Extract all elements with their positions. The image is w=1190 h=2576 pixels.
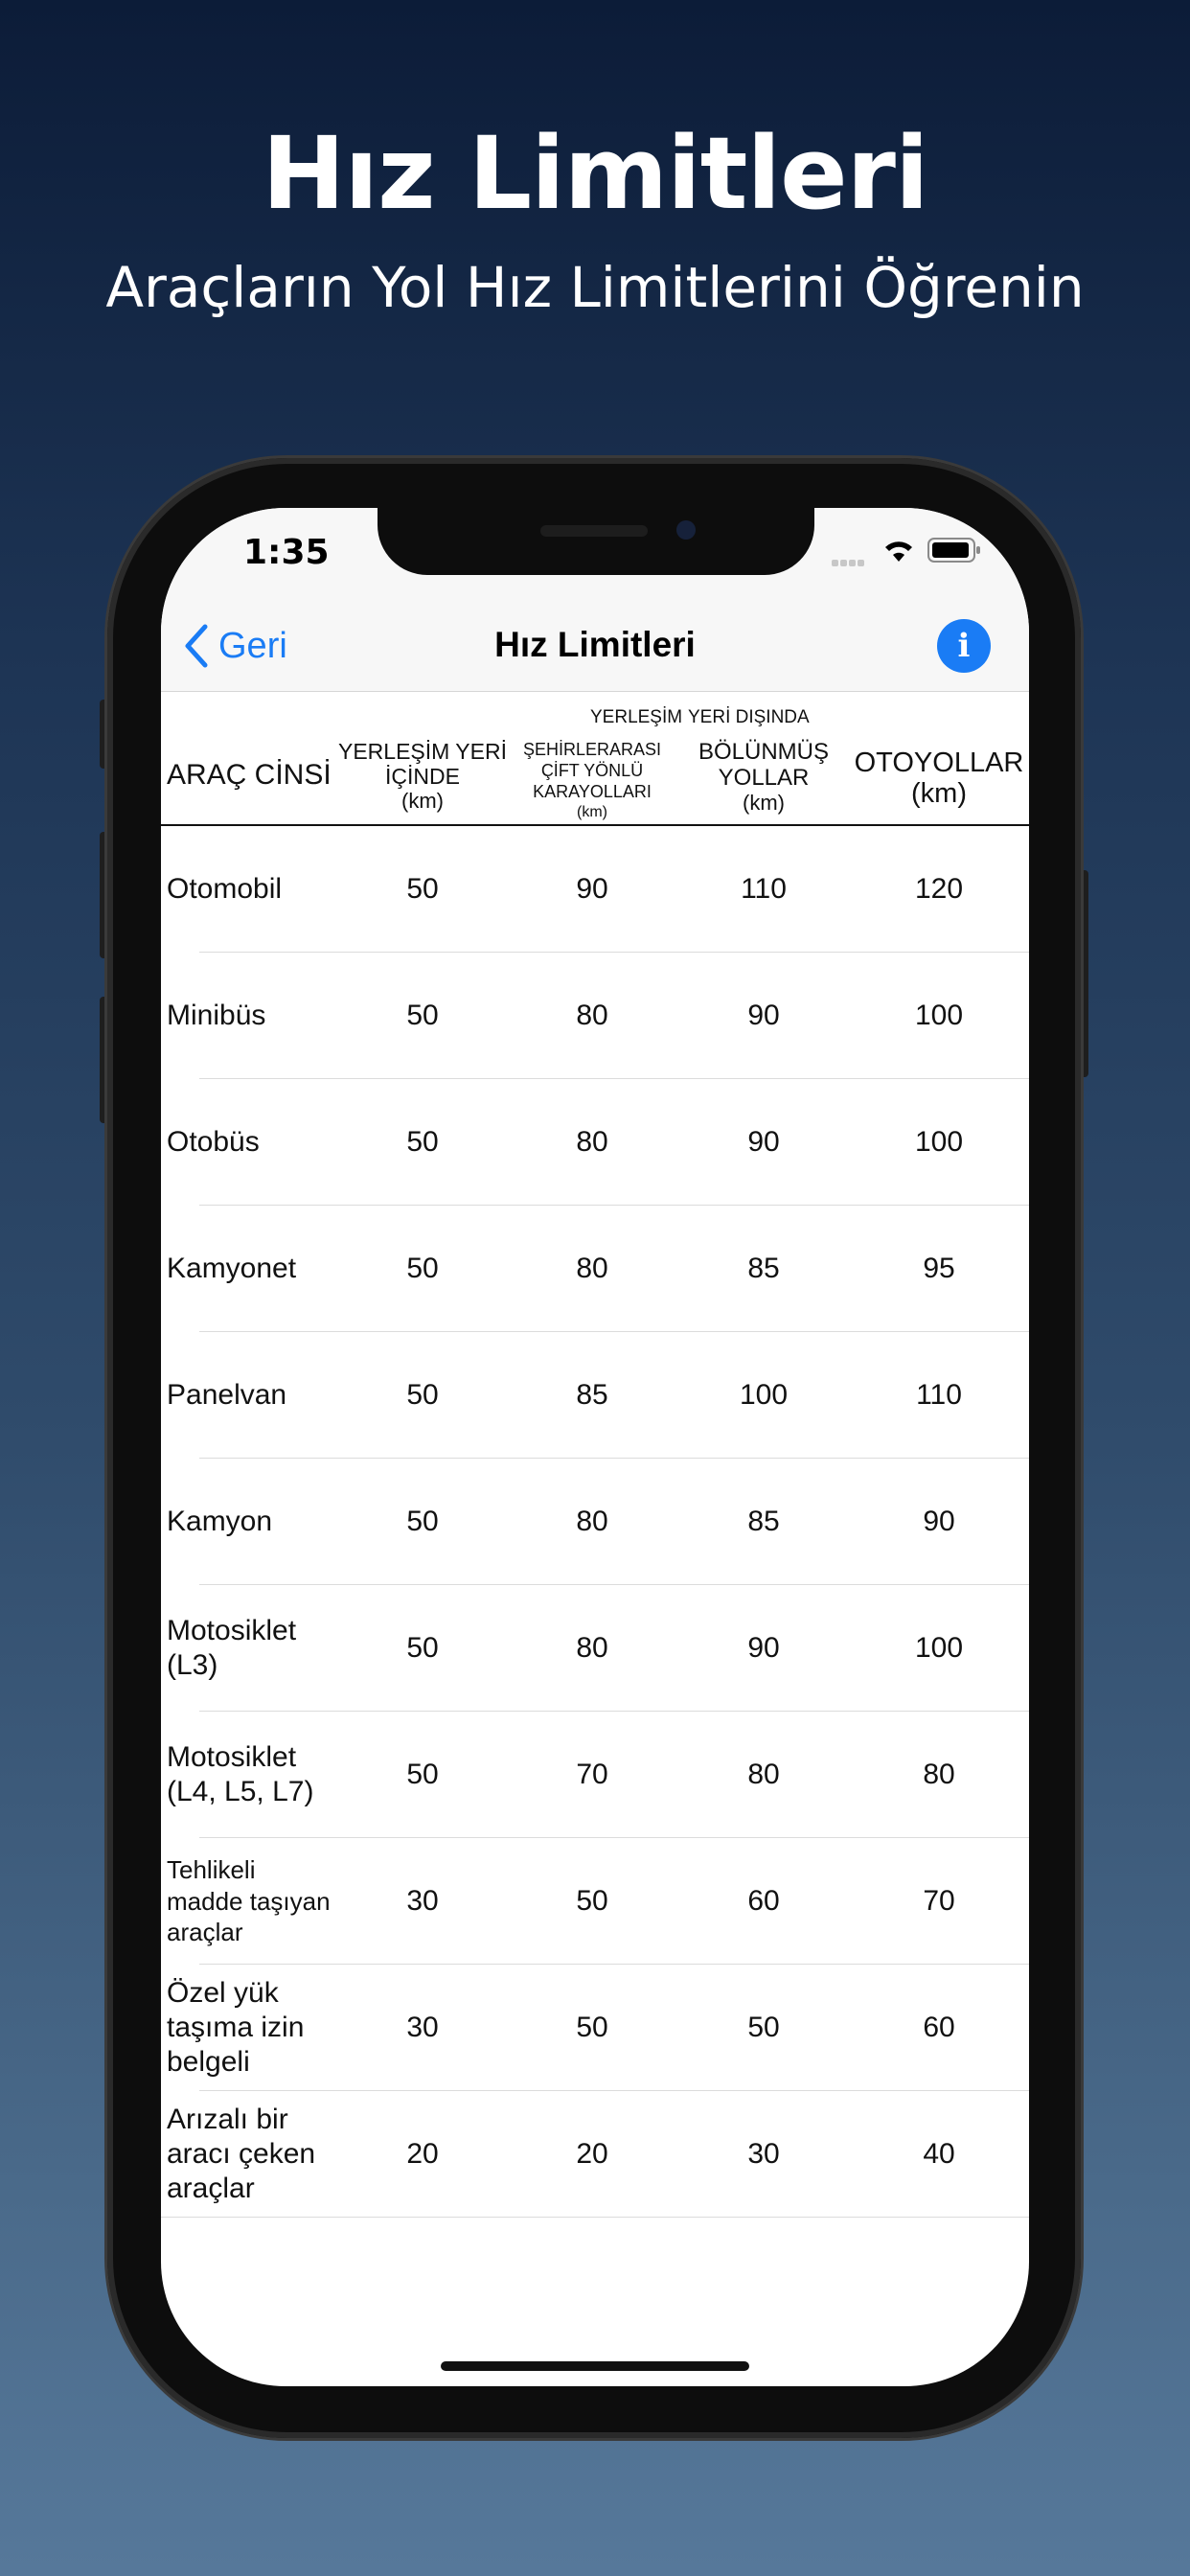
row-intercity-limit: 80 bbox=[576, 1506, 608, 1537]
row-motorway-limit: 40 bbox=[923, 2138, 955, 2170]
wifi-icon bbox=[881, 537, 916, 564]
header-motorways-label: OTOYOLLAR bbox=[854, 748, 1024, 778]
row-divided-road-limit: 60 bbox=[747, 1885, 780, 1917]
header-divided-roads-label: BÖLÜNMÜŞ YOLLAR bbox=[698, 739, 830, 791]
row-intercity-limit: 50 bbox=[576, 1885, 608, 1917]
row-intercity-limit: 20 bbox=[576, 2138, 608, 2170]
row-motorway-limit: 80 bbox=[923, 1759, 955, 1790]
table-row bbox=[161, 1965, 1029, 2091]
header-in-town-label: YERLEŞİM YERİ İÇİNDE bbox=[338, 739, 507, 789]
row-motorway-limit: 90 bbox=[923, 1506, 955, 1537]
header-intercity-two-way bbox=[515, 740, 669, 821]
row-in-town-limit: 50 bbox=[406, 1379, 439, 1411]
row-divided-road-limit: 90 bbox=[747, 1126, 780, 1158]
table-row bbox=[161, 1712, 1029, 1838]
row-vehicle-name: Kamyonet bbox=[167, 1253, 297, 1284]
header-intercity-two-way-label: ŞEHİRLERARASI ÇİFT YÖNLÜ KARAYOLLARI bbox=[522, 740, 662, 801]
speaker-grille bbox=[540, 525, 648, 537]
header-divided-roads-unit: (km) bbox=[743, 790, 785, 815]
header-motorways-unit: (km) bbox=[911, 778, 967, 810]
row-vehicle-name: Panelvan bbox=[167, 1379, 287, 1411]
home-indicator[interactable] bbox=[441, 2361, 749, 2371]
back-button-label: Geri bbox=[218, 625, 287, 666]
row-in-town-limit: 50 bbox=[406, 1253, 439, 1284]
row-vehicle-name: Arızalı bir aracı çeken araçlar bbox=[167, 2104, 316, 2204]
row-vehicle-name: Motosiklet (L4, L5, L7) bbox=[167, 1741, 314, 1807]
row-intercity-limit: 70 bbox=[576, 1759, 608, 1790]
row-intercity-limit: 80 bbox=[576, 1000, 608, 1031]
row-motorway-limit: 70 bbox=[923, 1885, 955, 1917]
row-intercity-limit: 80 bbox=[576, 1253, 608, 1284]
row-intercity-limit: 80 bbox=[576, 1632, 608, 1664]
row-vehicle-name: Minibüs bbox=[167, 1000, 266, 1031]
row-vehicle-name: Motosiklet (L3) bbox=[167, 1615, 297, 1681]
table-row bbox=[161, 1206, 1029, 1332]
row-divided-road-limit: 85 bbox=[747, 1506, 780, 1537]
row-divided-road-limit: 80 bbox=[747, 1759, 780, 1790]
row-motorway-limit: 100 bbox=[914, 1126, 964, 1158]
header-divided-roads bbox=[678, 740, 849, 815]
battery-icon bbox=[927, 537, 981, 564]
row-vehicle-name: Tehlikeli madde taşıyan araçlar bbox=[167, 1855, 331, 1947]
row-in-town-limit: 20 bbox=[406, 2138, 439, 2170]
row-divided-road-limit: 30 bbox=[747, 2138, 780, 2170]
header-motorways bbox=[853, 748, 1025, 810]
row-vehicle-name: Özel yük taşıma izin belgeli bbox=[167, 1977, 305, 2078]
row-in-town-limit: 50 bbox=[406, 1000, 439, 1031]
row-in-town-limit: 50 bbox=[406, 1632, 439, 1664]
row-in-town-limit: 30 bbox=[406, 1885, 439, 1917]
header-group-left: YERLEŞİM bbox=[590, 707, 683, 727]
speed-limit-table bbox=[161, 826, 1029, 2218]
row-vehicle-name: Kamyon bbox=[167, 1506, 273, 1537]
row-divided-road-limit: 100 bbox=[739, 1379, 789, 1411]
table-row bbox=[161, 1459, 1029, 1585]
header-group-right: YERİ DIŞINDA bbox=[688, 707, 810, 727]
row-divided-road-limit: 85 bbox=[747, 1253, 780, 1284]
row-motorway-limit: 100 bbox=[914, 1632, 964, 1664]
row-in-town-limit: 50 bbox=[406, 1506, 439, 1537]
row-intercity-limit: 90 bbox=[576, 873, 608, 905]
table-row bbox=[161, 826, 1029, 953]
row-intercity-limit: 50 bbox=[576, 2012, 608, 2043]
table-row bbox=[161, 1838, 1029, 1965]
row-in-town-limit: 30 bbox=[406, 2012, 439, 2043]
row-motorway-limit: 120 bbox=[914, 873, 964, 905]
table-row bbox=[161, 1332, 1029, 1459]
front-camera bbox=[676, 520, 696, 540]
row-divided-road-limit: 50 bbox=[747, 2012, 780, 2043]
table-row bbox=[161, 953, 1029, 1079]
promo-title: Hız Limitleri bbox=[262, 115, 928, 232]
row-intercity-limit: 85 bbox=[576, 1379, 608, 1411]
header-vehicle-type: ARAÇ CİNSİ bbox=[167, 759, 332, 791]
row-motorway-limit: 100 bbox=[914, 1000, 964, 1031]
info-icon[interactable]: i bbox=[937, 619, 991, 673]
table-row bbox=[161, 2091, 1029, 2218]
row-vehicle-name: Otomobil bbox=[167, 873, 283, 905]
navigation-bar bbox=[161, 600, 1029, 692]
header-in-town-unit: (km) bbox=[401, 788, 444, 813]
row-divided-road-limit: 90 bbox=[747, 1632, 780, 1664]
row-divided-road-limit: 110 bbox=[741, 873, 787, 905]
row-in-town-limit: 50 bbox=[406, 873, 439, 905]
row-vehicle-name: Otobüs bbox=[167, 1126, 260, 1158]
phone-screen bbox=[161, 508, 1029, 2386]
table-header bbox=[161, 692, 1029, 826]
header-in-town bbox=[332, 740, 514, 813]
row-intercity-limit: 80 bbox=[576, 1126, 608, 1158]
row-motorway-limit: 110 bbox=[916, 1379, 962, 1411]
nav-title: Hız Limitleri bbox=[494, 625, 696, 664]
status-time: 1:35 bbox=[243, 533, 330, 572]
table-row bbox=[161, 1079, 1029, 1206]
cellular-signal-icon bbox=[832, 554, 870, 562]
row-divided-road-limit: 90 bbox=[747, 1000, 780, 1031]
notch bbox=[378, 508, 814, 575]
promo-subtitle: Araçların Yol Hız Limitlerini Öğrenin bbox=[105, 255, 1085, 320]
table-row bbox=[161, 1585, 1029, 1712]
row-motorway-limit: 95 bbox=[923, 1253, 955, 1284]
header-intercity-two-way-unit: (km) bbox=[577, 803, 607, 820]
row-in-town-limit: 50 bbox=[406, 1759, 439, 1790]
row-in-town-limit: 50 bbox=[406, 1126, 439, 1158]
row-motorway-limit: 60 bbox=[923, 2012, 955, 2043]
